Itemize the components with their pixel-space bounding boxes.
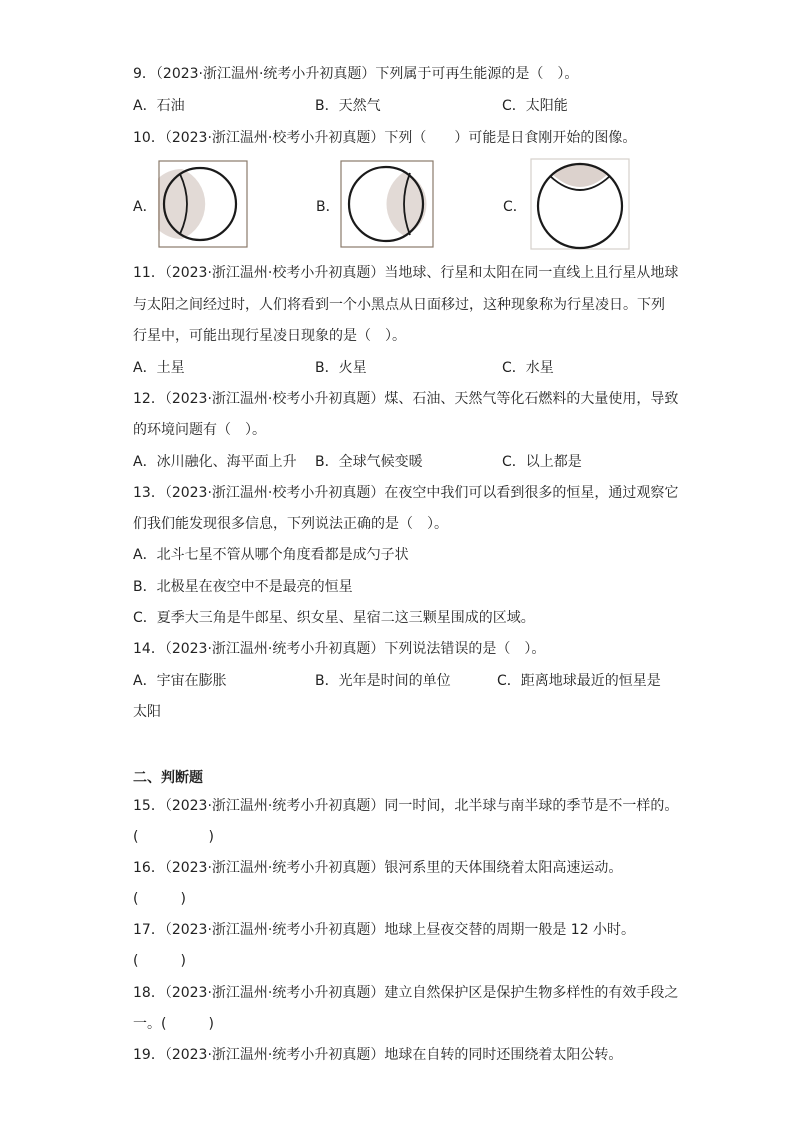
question-11-option-a: A．土星 bbox=[133, 360, 185, 376]
question-12-option-b: B．全球气候变暖 bbox=[315, 454, 423, 470]
question-17-answer-blank[interactable]: ( ) bbox=[133, 953, 186, 969]
question-12-line-1: 12．（2023·浙江温州·校考小升初真题）煤、石油、天然气等化石燃料的大量使用，导致 bbox=[133, 391, 679, 407]
question-9-text: 9．（2023·浙江温州·统考小升初真题）下列属于可再生能源的是（ ）。 bbox=[133, 66, 579, 82]
question-10-option-c: C． bbox=[503, 199, 527, 215]
question-9-option-c: C．太阳能 bbox=[502, 98, 568, 114]
question-12-option-c: C．以上都是 bbox=[502, 454, 582, 470]
question-12-option-a: A．冰川融化、海平面上升 bbox=[133, 454, 297, 470]
question-9-option-a: A．石油 bbox=[133, 98, 185, 114]
question-15-answer-blank[interactable]: ( ) bbox=[133, 829, 214, 845]
question-14-option-c: C．距离地球最近的恒星是 bbox=[497, 673, 661, 689]
question-11-line-2: 与太阳之间经过时，人们将看到一个小黑点从日面移过，这种现象称为行星凌日。下列 bbox=[133, 297, 665, 313]
question-19-text: 19．（2023·浙江温州·统考小升初真题）地球在自转的同时还围绕着太阳公转。 bbox=[133, 1047, 623, 1063]
question-13-option-a: A．北斗七星不管从哪个角度看都是成勺子状 bbox=[133, 547, 409, 563]
question-10-text: 10．（2023·浙江温州·校考小升初真题）下列（ ）可能是日食刚开始的图像。 bbox=[133, 130, 637, 146]
question-13-option-b: B．北极星在夜空中不是最亮的恒星 bbox=[133, 579, 353, 595]
question-11-line-1: 11．（2023·浙江温州·校考小升初真题）当地球、行星和太阳在同一直线上且行星从地球 bbox=[133, 265, 679, 281]
question-13-line-1: 13．（2023·浙江温州·校考小升初真题）在夜空中我们可以看到很多的恒星，通过观察它 bbox=[133, 485, 679, 501]
question-13-option-c: C．夏季大三角是牛郎星、织女星、星宿二这三颗星围成的区域。 bbox=[133, 610, 535, 626]
question-15-text: 15．（2023·浙江温州·统考小升初真题）同一时间，北半球与南半球的季节是不一样的。 bbox=[133, 798, 679, 814]
question-11-option-c: C．水星 bbox=[502, 360, 554, 376]
question-12-line-2: 的环境问题有（ ）。 bbox=[133, 422, 266, 438]
section-title-judgement: 二、判断题 bbox=[133, 770, 203, 786]
question-14-option-a: A．宇宙在膨胀 bbox=[133, 673, 227, 689]
question-11-line-3: 行星中，可能出现行星凌日现象的是（ ）。 bbox=[133, 328, 406, 344]
question-10-option-b: B． bbox=[316, 199, 340, 215]
question-17-text: 17．（2023·浙江温州·统考小升初真题）地球上昼夜交替的周期一般是 12 小时。 bbox=[133, 922, 636, 938]
question-18-answer-blank[interactable]: 一。( ) bbox=[133, 1016, 214, 1032]
question-13-line-2: 们我们能发现很多信息，下列说法正确的是（ ）。 bbox=[133, 516, 448, 532]
question-16-answer-blank[interactable]: ( ) bbox=[133, 891, 186, 907]
question-11-option-b: B．火星 bbox=[315, 360, 367, 376]
question-14-option-c-wrap: 太阳 bbox=[133, 704, 161, 720]
eclipse-figure-b bbox=[340, 160, 434, 248]
question-14-option-b: B．光年是时间的单位 bbox=[315, 673, 451, 689]
question-10-option-a: A． bbox=[133, 199, 157, 215]
question-14-text: 14．（2023·浙江温州·统考小升初真题）下列说法错误的是（ ）。 bbox=[133, 641, 546, 657]
question-16-text: 16．（2023·浙江温州·统考小升初真题）银河系里的天体围绕着太阳高速运动。 bbox=[133, 860, 623, 876]
eclipse-figure-a bbox=[158, 160, 248, 248]
question-18-text: 18．（2023·浙江温州·统考小升初真题）建立自然保护区是保护生物多样性的有效手段之 bbox=[133, 985, 679, 1001]
eclipse-figure-c bbox=[530, 158, 630, 250]
question-9-option-b: B．天然气 bbox=[315, 98, 381, 114]
